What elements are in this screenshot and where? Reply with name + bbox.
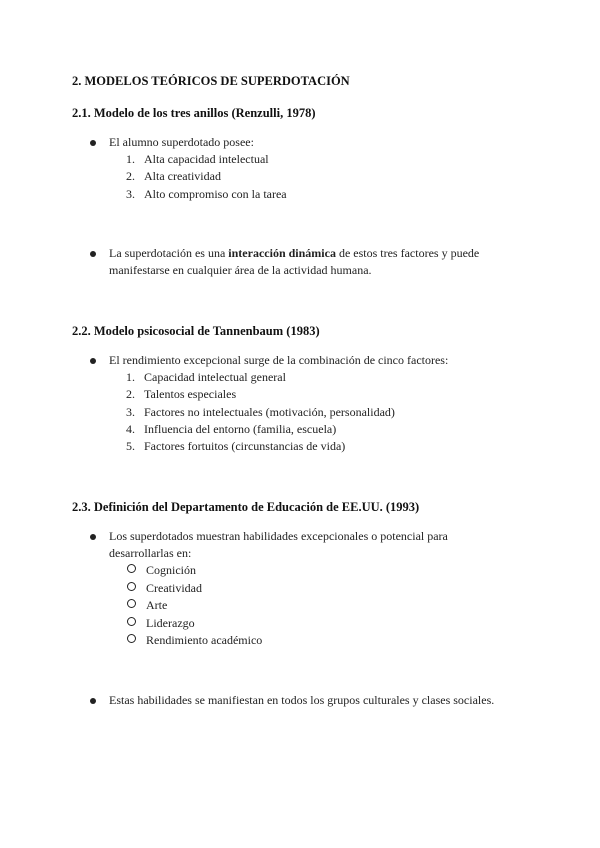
list-item: 2. Alta creatividad xyxy=(126,169,221,184)
list-item: 4. Influencia del entorno (familia, escuela) xyxy=(126,421,337,436)
list-item: Creatividad xyxy=(127,580,262,598)
emphasis-text: interacción dinámica xyxy=(228,246,336,260)
bullet-item xyxy=(90,245,530,279)
bullet-text: El rendimiento excepcional surge de la combinación de cinco factores: xyxy=(109,353,449,367)
bullet-icon xyxy=(90,698,96,704)
list-item: 3. Factores no intelectuales (motivación, personalidad) xyxy=(126,404,395,419)
circle-list-abilities xyxy=(127,562,262,650)
list-item: Liderazgo xyxy=(127,615,262,633)
bullet-icon xyxy=(90,534,96,540)
bullet-item xyxy=(90,692,530,709)
bullet-text: Estas habilidades se manifiestan en todos los grupos culturales y clases sociales. xyxy=(109,693,495,707)
list-item: 2. Talentos especiales xyxy=(126,387,237,402)
section-heading-tannenbaum: 2.2. Modelo psicosocial de Tannenbaum (1983) xyxy=(72,324,320,338)
list-item: 5. Factores fortuitos (circunstancias de vida) xyxy=(126,439,346,454)
section-heading-renzulli: 2.1. Modelo de los tres anillos (Renzulli, 1978) xyxy=(72,106,316,120)
list-item: Rendimiento académico xyxy=(127,632,262,650)
section-heading-us-department: 2.3. Definición del Departamento de Educación de EE.UU. (1993) xyxy=(72,500,420,514)
bullet-icon xyxy=(90,140,96,146)
list-item: 1. Capacidad intelectual general xyxy=(126,370,286,384)
bullet-icon xyxy=(90,251,96,257)
numbered-list-renzulli xyxy=(126,151,287,203)
bullet-text: El alumno superdotado posee: xyxy=(109,135,254,149)
circle-bullet-icon xyxy=(127,617,136,626)
circle-bullet-icon xyxy=(127,582,136,591)
circle-bullet-icon xyxy=(127,634,136,643)
circle-bullet-icon xyxy=(127,564,136,573)
bullet-text: Los superdotados muestran habilidades excepcionales o potencial para desarrollarlas en: xyxy=(109,529,448,560)
bullet-icon xyxy=(90,358,96,364)
list-item: Cognición xyxy=(127,562,262,580)
bullet-item xyxy=(90,134,530,151)
bullet-text: La superdotación es una interacción dinámica de estos tres factores y puede manifestarse en cualquier área de la actividad humana. xyxy=(109,246,480,277)
bullet-item xyxy=(90,528,530,562)
list-item: Arte xyxy=(127,597,262,615)
list-item: 3. Alto compromiso con la tarea xyxy=(126,186,287,201)
bullet-item xyxy=(90,352,530,369)
numbered-list-tannenbaum xyxy=(126,369,395,455)
list-item: 1. Alta capacidad intelectual xyxy=(126,152,269,166)
circle-bullet-icon xyxy=(127,599,136,608)
page-title: 2. MODELOS TEÓRICOS DE SUPERDOTACIÓN xyxy=(72,74,350,88)
